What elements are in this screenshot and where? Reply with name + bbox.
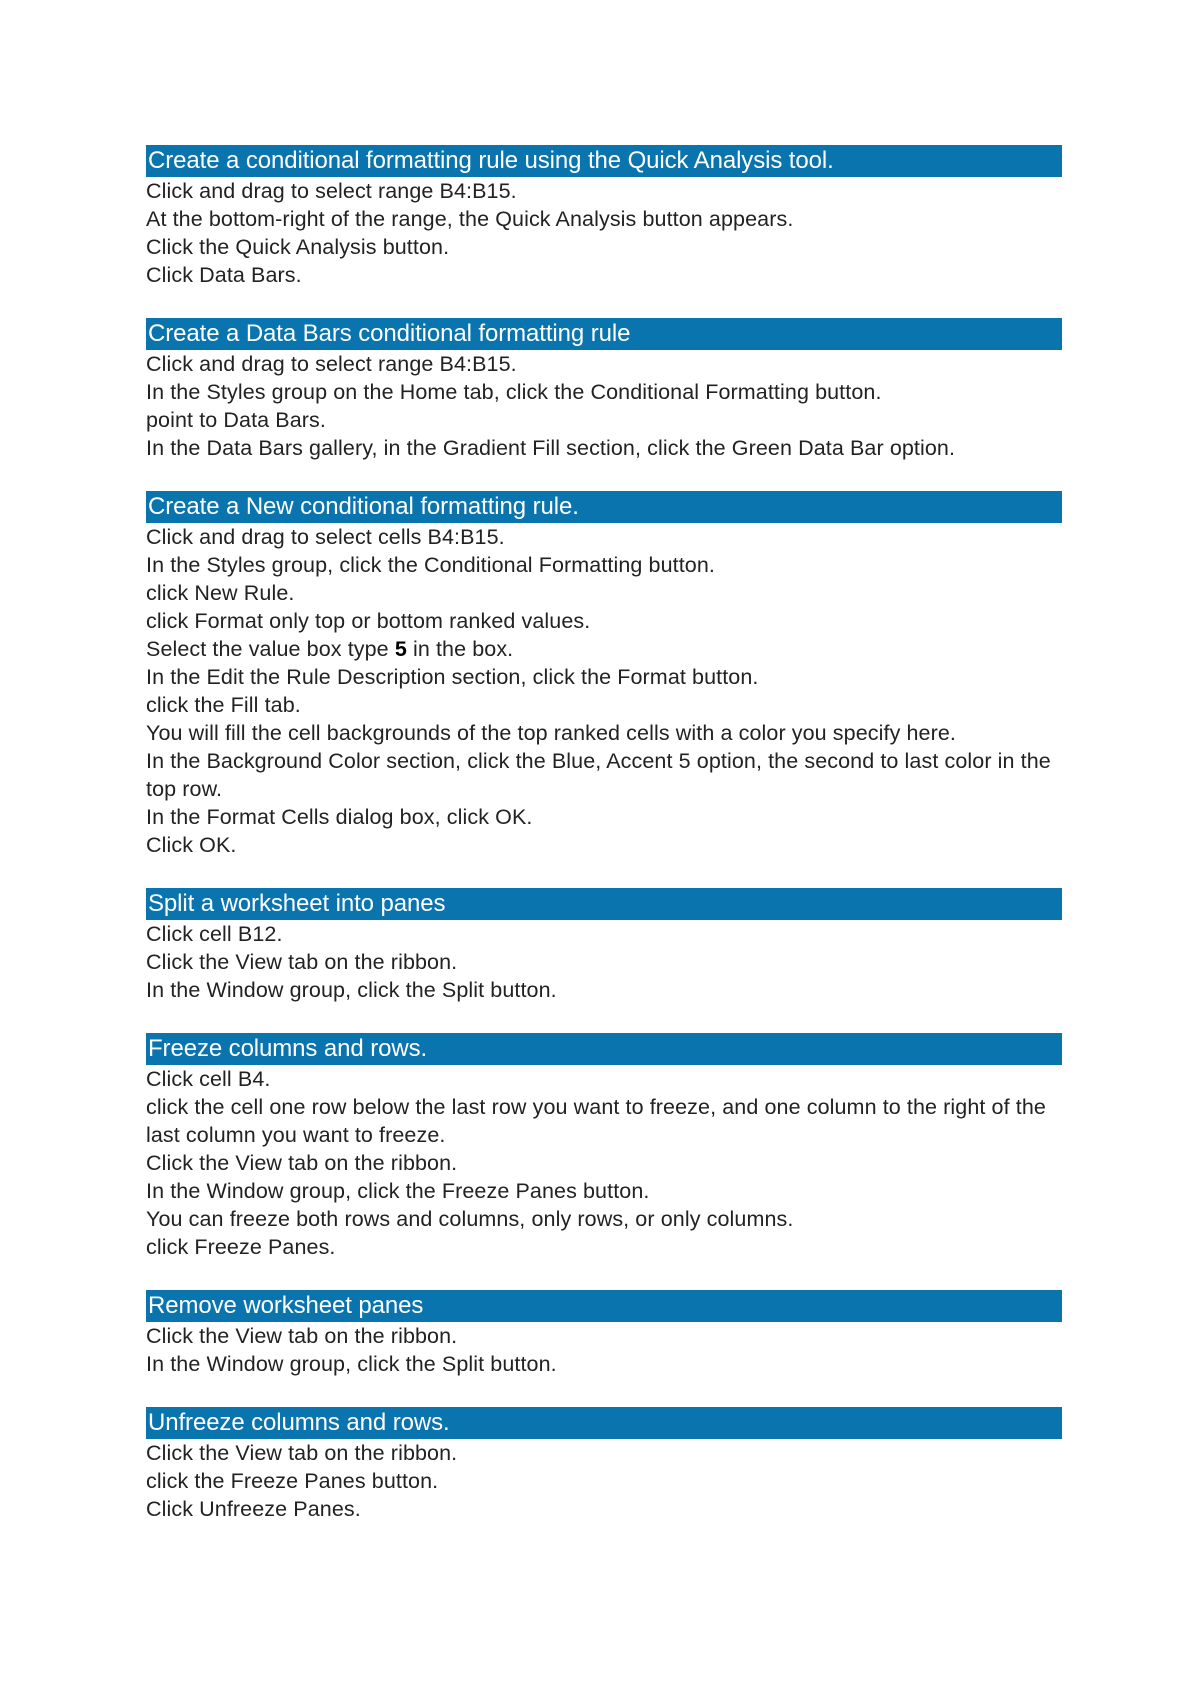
instruction-section bbox=[146, 1033, 1062, 1261]
section-heading: Create a Data Bars conditional formatting rule bbox=[146, 318, 1062, 350]
instruction-step: point to Data Bars. bbox=[146, 408, 326, 432]
instruction-step: Click the View tab on the ribbon. bbox=[146, 1441, 458, 1465]
instruction-step: click the Fill tab. bbox=[146, 693, 301, 717]
instruction-step: Click and drag to select cells B4:B15. bbox=[146, 525, 505, 549]
instruction-step: In the Format Cells dialog box, click OK. bbox=[146, 805, 533, 829]
instruction-step: At the bottom-right of the range, the Quick Analysis button appears. bbox=[146, 207, 794, 231]
step-text: in the box. bbox=[406, 637, 514, 661]
instruction-step: Click the View tab on the ribbon. bbox=[146, 1324, 458, 1348]
instruction-step: Click and drag to select range B4:B15. bbox=[146, 179, 517, 203]
instruction-step: click Freeze Panes. bbox=[146, 1235, 336, 1259]
instruction-step bbox=[146, 635, 1062, 663]
instruction-step: Click the View tab on the ribbon. bbox=[146, 950, 458, 974]
instruction-step: In the Styles group on the Home tab, click the Conditional Formatting button. bbox=[146, 380, 882, 404]
instruction-step: Click the Quick Analysis button. bbox=[146, 235, 450, 259]
instruction-step: Click the View tab on the ribbon. bbox=[146, 1151, 458, 1175]
instruction-step: Click Data Bars. bbox=[146, 263, 302, 287]
step-text: Select the value box type bbox=[146, 637, 395, 661]
instruction-step: Click and drag to select range B4:B15. bbox=[146, 352, 517, 376]
instruction-step: Click OK. bbox=[146, 833, 237, 857]
instruction-step: click Format only top or bottom ranked values. bbox=[146, 609, 591, 633]
instruction-section bbox=[146, 145, 1062, 289]
section-heading: Unfreeze columns and rows. bbox=[146, 1407, 1062, 1439]
section-heading: Create a conditional formatting rule using the Quick Analysis tool. bbox=[146, 145, 1062, 177]
instruction-step: You can freeze both rows and columns, only rows, or only columns. bbox=[146, 1207, 794, 1231]
instruction-step: In the Edit the Rule Description section, click the Format button. bbox=[146, 665, 759, 689]
instructions-list bbox=[146, 145, 1062, 1552]
step-bold-value: 5 bbox=[394, 637, 407, 661]
instruction-section bbox=[146, 888, 1062, 1004]
instruction-step: In the Styles group, click the Conditional Formatting button. bbox=[146, 553, 715, 577]
instruction-step: You will fill the cell backgrounds of the top ranked cells with a color you specify here. bbox=[146, 721, 957, 745]
instruction-step: click New Rule. bbox=[146, 581, 295, 605]
instruction-step: In the Window group, click the Freeze Panes button. bbox=[146, 1179, 650, 1203]
instruction-step: In the Window group, click the Split button. bbox=[146, 978, 557, 1002]
section-heading: Freeze columns and rows. bbox=[146, 1033, 1062, 1065]
instruction-step: Click cell B4. bbox=[146, 1067, 271, 1091]
section-heading: Remove worksheet panes bbox=[146, 1290, 1062, 1322]
instruction-step: In the Data Bars gallery, in the Gradient Fill section, click the Green Data Bar option. bbox=[146, 436, 956, 460]
instruction-section bbox=[146, 491, 1062, 859]
instruction-section bbox=[146, 1290, 1062, 1378]
instruction-step: click the cell one row below the last row you want to freeze, and one column to the right of the last column you want to freeze. bbox=[146, 1095, 1046, 1147]
section-heading: Split a worksheet into panes bbox=[146, 888, 1062, 920]
section-heading: Create a New conditional formatting rule. bbox=[146, 491, 1062, 523]
instruction-step: In the Background Color section, click the Blue, Accent 5 option, the second to last color in the top row. bbox=[146, 749, 1051, 801]
instruction-section bbox=[146, 1407, 1062, 1523]
instruction-step: Click Unfreeze Panes. bbox=[146, 1497, 361, 1521]
instruction-step: In the Window group, click the Split button. bbox=[146, 1352, 557, 1376]
instruction-step: click the Freeze Panes button. bbox=[146, 1469, 439, 1493]
instruction-section bbox=[146, 318, 1062, 462]
instruction-step: Click cell B12. bbox=[146, 922, 283, 946]
